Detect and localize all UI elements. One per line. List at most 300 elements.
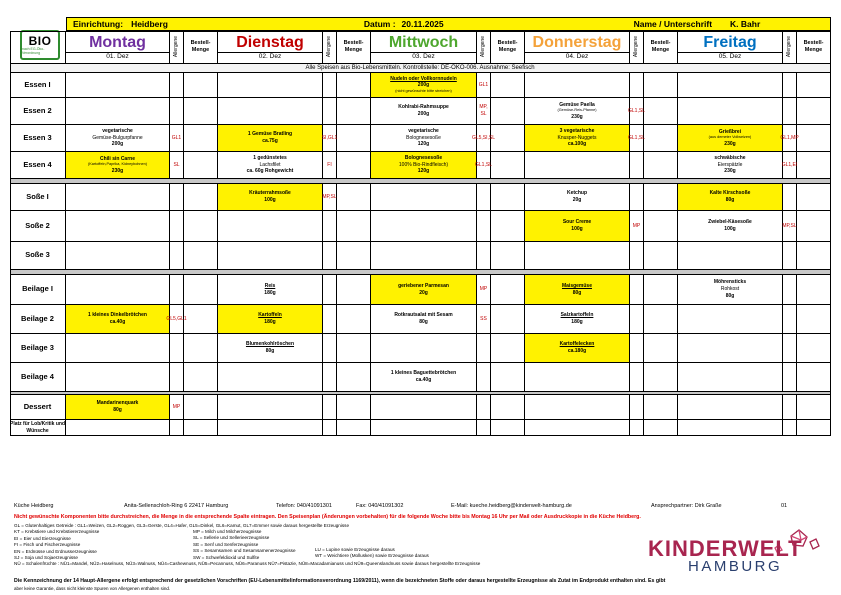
menu-cell-montag	[66, 211, 170, 242]
menu-cell-montag[interactable]	[66, 305, 170, 334]
dish-line: Sour Creme	[562, 219, 592, 226]
allergen-cell	[477, 211, 491, 242]
allergen-cell	[170, 125, 184, 152]
menu-cell-freitag	[678, 305, 783, 334]
allergene-header	[783, 31, 797, 64]
menu-cell-freitag[interactable]	[678, 152, 783, 179]
order-quantity-input[interactable]	[184, 242, 218, 270]
order-quantity-input[interactable]	[337, 98, 371, 125]
order-quantity-input[interactable]	[337, 125, 371, 152]
header-logo-cell	[10, 31, 66, 64]
order-quantity-input[interactable]	[644, 211, 678, 242]
order-quantity-input[interactable]	[337, 395, 371, 420]
order-quantity-input[interactable]	[491, 305, 525, 334]
menu-cell-donnerstag	[525, 242, 630, 270]
day-name: Mittwoch	[388, 33, 459, 51]
dish-line: (nicht gewünschte bitte streichen)	[395, 89, 452, 94]
bio-banner	[10, 64, 831, 73]
allergen-cell	[170, 152, 184, 179]
dish-line: 200g	[417, 111, 430, 117]
allergen-cell	[477, 305, 491, 334]
dish-line: 100g	[724, 226, 736, 232]
row-label-text: Essen 3	[23, 132, 52, 142]
row-label-text: Essen 4	[23, 159, 52, 169]
allergen-cell	[323, 395, 337, 420]
order-quantity-input[interactable]	[644, 73, 678, 98]
order-quantity-input[interactable]	[491, 98, 525, 125]
allergen-code: MP	[172, 403, 181, 410]
menu-cell-donnerstag[interactable]	[525, 305, 630, 334]
day-header-dienstag	[218, 31, 323, 64]
allergen-code: MP,SL	[782, 222, 797, 229]
dish-line: 180g	[571, 319, 583, 325]
allergene-label: Allergene	[326, 36, 333, 58]
dish-line: Salzkartoffeln	[560, 312, 594, 319]
menu-cell-donnerstag[interactable]	[525, 211, 630, 242]
order-quantity-input[interactable]	[797, 242, 831, 270]
order-quantity-input[interactable]	[184, 152, 218, 179]
allergen-cell	[630, 184, 644, 211]
menge-label: Menge	[804, 47, 823, 53]
menu-cell-montag	[66, 334, 170, 363]
dish-line: 1 kleines Baguettebrötchen	[390, 370, 457, 377]
allergen-code: MP	[632, 222, 641, 229]
dish-line: 80g	[725, 197, 735, 203]
order-quantity-input[interactable]	[184, 211, 218, 242]
menu-cell-montag[interactable]	[66, 152, 170, 179]
datum-value[interactable]: 20.11.2025	[401, 19, 444, 29]
row-label-6	[10, 242, 66, 270]
contact-person: Ansprechpartner: Dirk Graße	[651, 503, 722, 509]
dish-line: 180g	[264, 289, 276, 296]
menge-label: Menge	[651, 47, 670, 53]
menu-cell-dienstag[interactable]	[218, 275, 323, 305]
order-quantity-input[interactable]	[184, 363, 218, 392]
menu-cell-mittwoch[interactable]	[371, 98, 477, 125]
allergen-cell	[477, 152, 491, 179]
allergen-cell	[170, 73, 184, 98]
allergen-cell	[630, 211, 644, 242]
menu-cell-freitag	[678, 395, 783, 420]
menu-cell-donnerstag[interactable]	[525, 125, 630, 152]
order-quantity-input[interactable]	[644, 395, 678, 420]
allergen-cell	[170, 184, 184, 211]
dish-line: Bolognesesoße	[406, 134, 441, 141]
dish-line: 200g	[417, 82, 430, 89]
allergen-cell	[170, 211, 184, 242]
order-quantity-input[interactable]	[184, 125, 218, 152]
legend-entry: SL = Sellerie und Sellerieerzeugnisse	[193, 535, 270, 541]
row-label-11	[10, 395, 66, 420]
allergen-cell	[630, 242, 644, 270]
row-label-0	[10, 73, 66, 98]
bio-logo-sub: nach EG-Öko-Verordnung	[22, 47, 45, 55]
allergen-cell	[323, 334, 337, 363]
day-name: Donnerstag	[532, 33, 622, 51]
menu-cell-dienstag[interactable]	[218, 305, 323, 334]
order-quantity-input[interactable]	[184, 98, 218, 125]
allergen-cell	[323, 73, 337, 98]
allergen-cell	[477, 242, 491, 270]
bestell-label: Bestell-	[497, 40, 518, 46]
allergen-cell	[783, 420, 797, 436]
menu-cell-freitag[interactable]	[678, 125, 783, 152]
menu-cell-freitag	[678, 98, 783, 125]
dish-line: Rotkrautsalat mit Sesam	[394, 312, 453, 319]
allergen-cell	[783, 305, 797, 334]
row-label-text: Soße 2	[25, 220, 50, 230]
menu-cell-dienstag	[218, 211, 323, 242]
menu-cell-freitag[interactable]	[678, 211, 783, 242]
kitchen-email[interactable]: E-Mail: kueche.heidberg@kinderwelt-hamburg.de	[451, 503, 572, 509]
allergen-code: GL1,MP	[780, 134, 799, 141]
order-quantity-input[interactable]	[491, 73, 525, 98]
order-quantity-input[interactable]	[337, 152, 371, 179]
legend-entry: LU = Lupine sowie Erzeugnisse daraus	[315, 547, 395, 552]
order-quantity-input[interactable]	[491, 363, 525, 392]
order-quantity-input[interactable]	[797, 334, 831, 363]
allergen-code: SL	[173, 161, 180, 168]
day-date: 01. Dez	[66, 52, 169, 61]
legend-right	[315, 547, 515, 560]
bestellmenge-header	[644, 31, 678, 64]
row-label-4	[10, 184, 66, 211]
allergene-label: Allergene	[633, 36, 640, 58]
menu-cell-montag	[66, 98, 170, 125]
legend-entry: SE = Senf und Senferzeugnisse	[193, 541, 259, 547]
allergen-cell	[630, 125, 644, 152]
menu-cell-montag	[66, 73, 170, 98]
order-quantity-input[interactable]	[491, 184, 525, 211]
order-quantity-input[interactable]	[797, 211, 831, 242]
menu-cell-dienstag[interactable]	[218, 125, 323, 152]
order-quantity-input[interactable]	[644, 184, 678, 211]
dish-line: ca.40g	[415, 377, 432, 383]
allergen-cell	[166, 305, 187, 334]
day-name: Montag	[89, 33, 146, 51]
menu-cell-montag[interactable]	[66, 395, 170, 420]
dish-line: Knusper-Nuggets	[557, 134, 597, 141]
allergen-code: GL1,SL	[475, 161, 492, 168]
name-label: Name / Unterschrift	[633, 19, 713, 29]
allergen-cell	[783, 152, 797, 179]
dish-line: ca.75g	[262, 138, 278, 144]
menu-cell-montag[interactable]	[66, 125, 170, 152]
einrichtung-value[interactable]: Heidberg	[131, 19, 168, 29]
row-label-text: Dessert	[23, 401, 52, 411]
kitchen-address: Anita-Sellenschloh-Ring 6 22417 Hamburg	[124, 503, 229, 509]
allergen-cell	[323, 420, 337, 436]
order-quantity-input[interactable]	[644, 363, 678, 392]
allergen-cell	[783, 395, 797, 420]
order-quantity-input[interactable]	[337, 242, 371, 270]
menu-cell-mittwoch	[371, 420, 477, 436]
order-quantity-input[interactable]	[491, 275, 525, 305]
dish-line: Kohlrabi-Rahmsuppe	[398, 104, 449, 111]
dish-line: 230g	[571, 113, 583, 120]
order-quantity-input[interactable]	[184, 73, 218, 98]
menu-cell-mittwoch	[371, 334, 477, 363]
row-label-text: Beilage 3	[21, 342, 54, 352]
legend-entry: EI = Eier und Eierzeugnisse	[14, 535, 71, 541]
allergen-cell	[323, 275, 337, 305]
order-quantity-input[interactable]	[644, 334, 678, 363]
menu-cell-dienstag	[218, 242, 323, 270]
row-label-text: Beilage 4	[21, 371, 54, 381]
day-header-mittwoch	[371, 31, 477, 64]
order-quantity-input[interactable]	[337, 275, 371, 305]
row-label-text: Soße I	[26, 191, 49, 201]
day-date: 04. Dez	[525, 52, 629, 61]
menu-cell-freitag	[678, 73, 783, 98]
dish-line: (Gemüse-Reis-Pfanne)	[557, 108, 597, 113]
menu-cell-donnerstag	[525, 73, 630, 98]
menu-cell-freitag	[678, 363, 783, 392]
menu-cell-dienstag[interactable]	[218, 184, 323, 211]
row-label-9	[10, 334, 66, 363]
order-quantity-input[interactable]	[797, 125, 831, 152]
order-quantity-input[interactable]	[337, 211, 371, 242]
day-header-montag	[66, 31, 170, 64]
menu-cell-donnerstag[interactable]	[525, 184, 630, 211]
bio-banner-text: Alle Speisen aus Bio-Lebensmitteln. Kontrollstelle: DE-ÖKO-006. Ausnahme: Seefisch	[305, 64, 535, 71]
page-number: 01	[781, 503, 788, 509]
dish-line: Rohkost	[720, 286, 740, 293]
order-quantity-input[interactable]	[797, 395, 831, 420]
bestellmenge-header	[491, 31, 525, 64]
dish-line: 20g	[419, 289, 428, 296]
allergen-cell	[323, 305, 337, 334]
order-quantity-input[interactable]	[797, 305, 831, 334]
allergen-cell	[783, 73, 797, 98]
allergen-code: GL1,SL	[628, 134, 645, 141]
dish-line: 230g	[724, 140, 736, 147]
allergen-code: SS	[480, 315, 487, 322]
bestellmenge-header	[797, 31, 831, 64]
order-quantity-input[interactable]	[797, 73, 831, 98]
allergen-cell	[323, 125, 337, 152]
order-quantity-input[interactable]	[491, 242, 525, 270]
allergen-code: GL1	[171, 134, 182, 141]
bestell-label: Bestell-	[190, 40, 211, 46]
allergen-cell	[630, 275, 644, 305]
dish-line: 1 kleines Dinkelbrötchen	[88, 312, 147, 319]
allergen-cell	[783, 98, 797, 125]
order-quantity-input[interactable]	[184, 395, 218, 420]
allergen-cell	[170, 363, 184, 392]
menu-cell-montag	[66, 363, 170, 392]
order-quantity-input[interactable]	[644, 420, 678, 436]
order-quantity-input[interactable]	[644, 242, 678, 270]
name-value[interactable]: K. Bahr	[730, 19, 761, 29]
menu-cell-montag	[66, 242, 170, 270]
menu-cell-mittwoch[interactable]	[371, 125, 477, 152]
brand-title: KINDERWELT	[648, 536, 803, 561]
row-label-8	[10, 305, 66, 334]
dish-line: 80g	[113, 407, 122, 413]
order-quantity-input[interactable]	[337, 334, 371, 363]
allergen-cell	[170, 242, 184, 270]
bestellmenge-header	[184, 31, 218, 64]
menu-cell-mittwoch[interactable]	[371, 305, 477, 334]
dish-line: 100% Bio-Rindfleisch)	[398, 161, 449, 168]
menu-cell-dienstag	[218, 395, 323, 420]
allergen-code: GL1	[478, 81, 489, 88]
order-quantity-input[interactable]	[184, 275, 218, 305]
allergen-cell	[323, 98, 337, 125]
day-name: Dienstag	[236, 33, 304, 51]
order-quantity-input[interactable]	[797, 420, 831, 436]
legend-entry: WT = Weichtiere (Mollusken) sowie Erzeugnisse daraus	[315, 553, 429, 559]
menu-cell-montag	[66, 275, 170, 305]
allergen-cell	[630, 152, 644, 179]
order-quantity-input[interactable]	[644, 305, 678, 334]
order-quantity-input[interactable]	[644, 152, 678, 179]
menu-cell-dienstag[interactable]	[218, 334, 323, 363]
legend-entry: FI = Fisch und Fischerzeugnisse	[14, 542, 81, 548]
allergen-cell	[477, 275, 491, 305]
row-label-10	[10, 363, 66, 392]
legend-gluten: GL = Glutenhaltiges Getreide : GL1=Weizen, GL2=Roggen, GL3=Gerste, GL4=Hafer, GL5=Dinkel, GL6=Kamut, GL7=Emmer sowie daraus hergestellte Erzeugnisse	[14, 523, 350, 528]
menge-label: Menge	[498, 47, 517, 53]
menu-cell-freitag	[678, 242, 783, 270]
order-quantity-input[interactable]	[491, 125, 525, 152]
order-quantity-input[interactable]	[797, 184, 831, 211]
day-name: Freitag	[703, 33, 757, 51]
kitchen-phone: Telefon: 040/41091301	[276, 503, 332, 509]
datum-label: Datum :	[363, 19, 396, 29]
row-label-5	[10, 211, 66, 242]
kitchen-fax: Fax: 040/41091302	[356, 503, 404, 509]
dish-line: schwäbische	[714, 154, 746, 161]
order-quantity-input[interactable]	[184, 184, 218, 211]
order-notice: Nicht gewünschte Komponenten bitte durchstreichen, die Menge in die entsprechende Spalte eintragen. Den Speisenplan (Änderungen vorbehalten) für die folgende Woche bitte bis Montag 16 Uhr per Mail oder Ausdruckkopie in die Küche Heidberg.	[14, 514, 641, 520]
order-quantity-input[interactable]	[184, 420, 218, 436]
dish-line: Bolognesesoße	[404, 154, 443, 161]
dish-line: Gemüse-Bulgurpfanne	[92, 134, 143, 141]
order-quantity-input[interactable]	[797, 98, 831, 125]
allergen-cell	[783, 184, 797, 211]
day-date: 03. Dez	[371, 52, 476, 61]
order-quantity-input[interactable]	[184, 334, 218, 363]
menu-cell-donnerstag	[525, 152, 630, 179]
allergen-cell	[170, 275, 184, 305]
menu-cell-freitag[interactable]	[678, 184, 783, 211]
allergen-code: GL5,SI,SL	[471, 134, 496, 141]
dish-line: 80g	[572, 289, 582, 296]
order-quantity-input[interactable]	[644, 125, 678, 152]
dish-line: vegetarische	[408, 127, 439, 134]
order-quantity-input[interactable]	[797, 363, 831, 392]
order-quantity-input[interactable]	[797, 275, 831, 305]
allergen-cell	[323, 211, 337, 242]
day-date: 02. Dez	[218, 52, 322, 61]
order-quantity-input[interactable]	[644, 275, 678, 305]
allergen-cell	[323, 363, 337, 392]
menu-cell-mittwoch	[371, 184, 477, 211]
order-quantity-input[interactable]	[491, 395, 525, 420]
dish-line: 1 gedünstetes	[253, 154, 287, 161]
dish-line: Ketchup	[567, 190, 587, 197]
order-quantity-input[interactable]	[337, 363, 371, 392]
menu-cell-donnerstag[interactable]	[525, 275, 630, 305]
menu-cell-freitag	[678, 334, 783, 363]
dish-line: 200g	[111, 141, 124, 148]
allergen-code: GL1,EI	[781, 161, 798, 168]
allergene-header	[630, 31, 644, 64]
allergen-code: SI,GL1	[321, 134, 338, 141]
menu-cell-dienstag[interactable]	[218, 152, 323, 179]
allergen-cell	[630, 363, 644, 392]
dish-line: ca. 60g Rohgewicht	[246, 168, 294, 175]
kitchen-name: Küche Heidberg	[14, 503, 54, 509]
dish-line: 100g	[264, 197, 276, 203]
menu-cell-montag	[66, 420, 170, 436]
menu-cell-freitag	[678, 420, 783, 436]
menu-cell-mittwoch[interactable]	[371, 363, 477, 392]
order-quantity-input[interactable]	[491, 420, 525, 436]
dish-line: (Kartoffeln,Paprika, Kidneybohnen)	[87, 162, 148, 167]
allergene-header	[477, 31, 491, 64]
menu-cell-donnerstag[interactable]	[525, 334, 630, 363]
legend-entry: KT = Krebstiere und Krebstiererzeugnisse	[14, 529, 100, 535]
menu-cell-freitag[interactable]	[678, 275, 783, 305]
dish-line: 100g	[571, 226, 583, 232]
order-quantity-input[interactable]	[337, 420, 371, 436]
order-quantity-input[interactable]	[491, 211, 525, 242]
row-label-text: Platz für Lob/Kritik und Wünsche	[10, 420, 65, 434]
menu-grid	[10, 31, 831, 436]
row-label-text: Beilage 2	[21, 313, 54, 323]
allergen-cell	[323, 152, 337, 179]
order-quantity-input[interactable]	[491, 334, 525, 363]
order-quantity-input[interactable]	[337, 184, 371, 211]
allergene-label: Allergene	[173, 36, 180, 58]
dish-line: geriebener Parmesan	[398, 282, 449, 289]
order-quantity-input[interactable]	[184, 305, 218, 334]
row-label-text: Essen I	[24, 79, 51, 89]
allergen-code: GL5,GL1	[166, 315, 187, 322]
menu-cell-mittwoch[interactable]	[371, 73, 477, 98]
menu-cell-mittwoch[interactable]	[371, 275, 477, 305]
allergen-cell	[630, 305, 644, 334]
order-quantity-input[interactable]	[797, 152, 831, 179]
dish-line: 120g	[417, 168, 430, 175]
legend-entry: EN = Erdnüsse und Erdnusserzeugnisse	[14, 548, 97, 554]
menge-label: Menge	[344, 47, 363, 53]
allergene-header	[323, 31, 337, 64]
allergen-code: MP,SL	[322, 193, 337, 200]
dish-line: (aus demeter Vollweizen)	[708, 135, 752, 140]
dish-line: 3 vegetarische	[559, 127, 595, 134]
allergen-cell	[323, 184, 337, 211]
menu-cell-dienstag	[218, 420, 323, 436]
dish-line: Eierspätzle	[717, 161, 743, 168]
order-quantity-input[interactable]	[337, 305, 371, 334]
dish-line: 80g	[265, 348, 275, 354]
order-quantity-input[interactable]	[644, 98, 678, 125]
allergene-label: Allergene	[480, 36, 487, 58]
dish-line: 230g	[111, 167, 124, 174]
menu-cell-donnerstag[interactable]	[525, 98, 630, 125]
allergen-cell	[170, 334, 184, 363]
order-quantity-input[interactable]	[337, 73, 371, 98]
menu-cell-mittwoch[interactable]	[371, 152, 477, 179]
allergen-cell	[477, 420, 491, 436]
bestellmenge-header	[337, 31, 371, 64]
order-quantity-input[interactable]	[491, 152, 525, 179]
menu-cell-mittwoch	[371, 211, 477, 242]
